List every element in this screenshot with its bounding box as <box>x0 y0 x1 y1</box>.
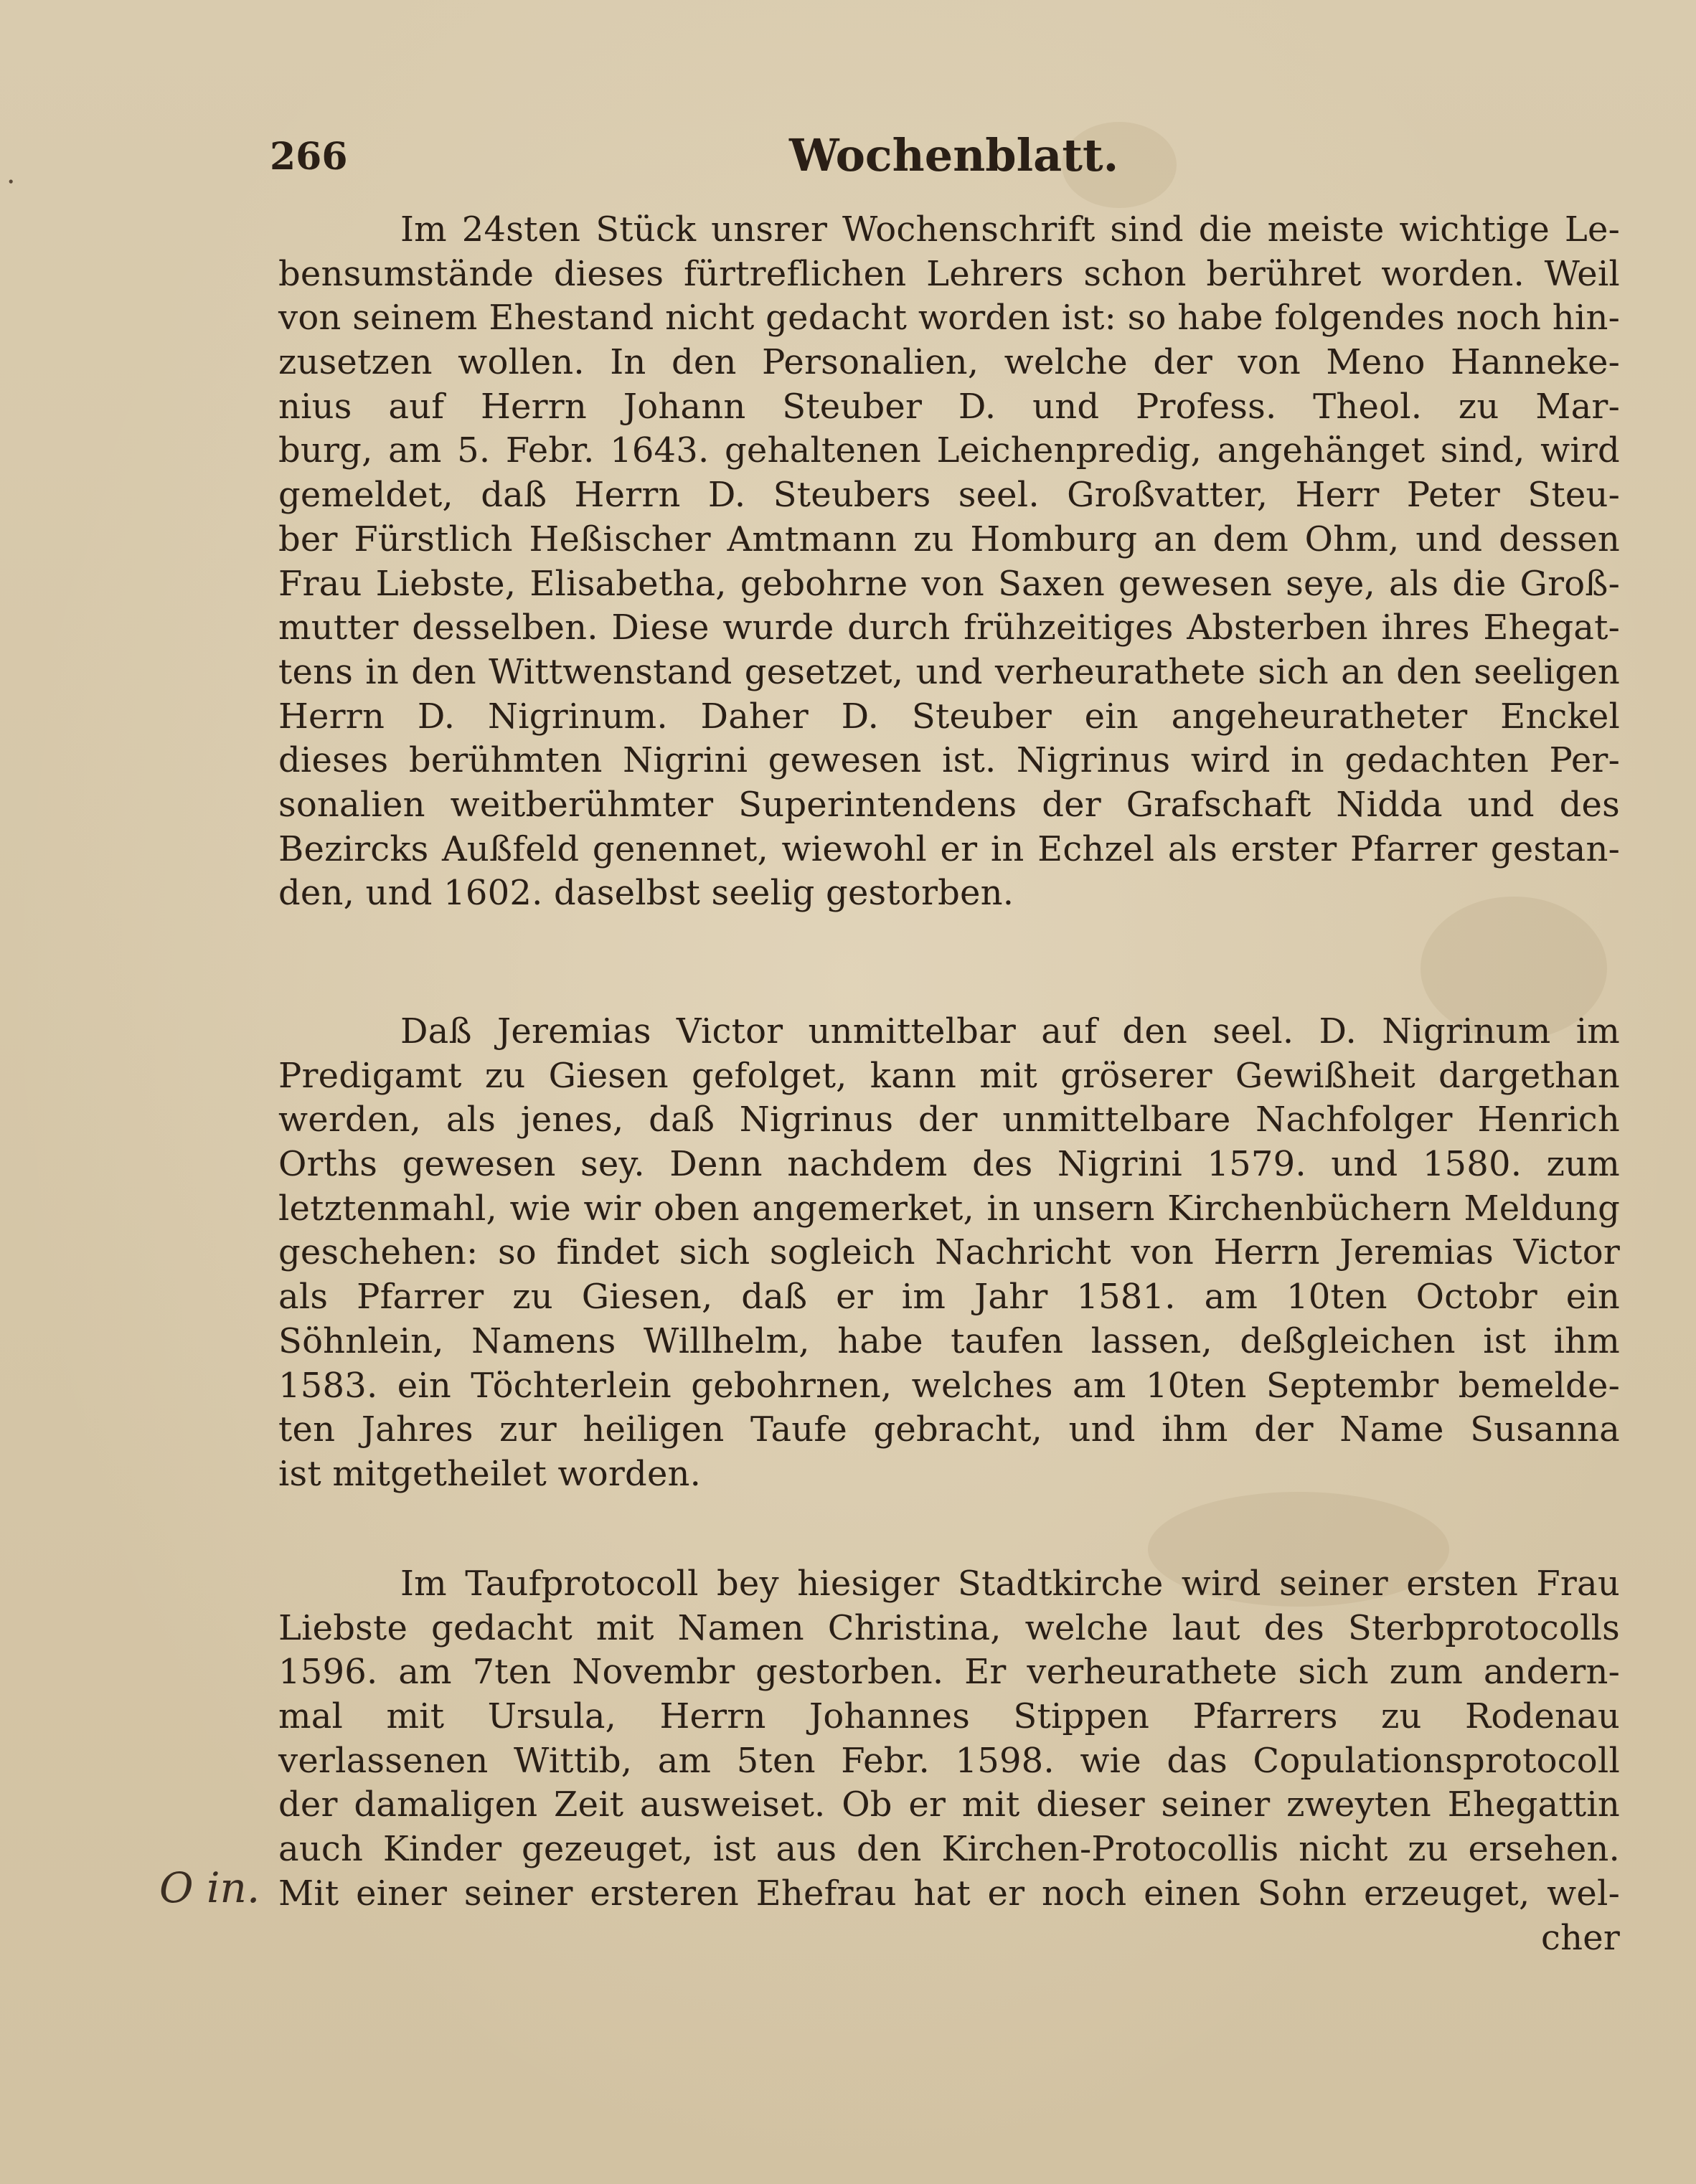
text-line: den, und 1602. daselbst seelig gestorben. <box>278 873 1014 914</box>
text-line: ist mitgetheilet worden. <box>278 1453 702 1494</box>
text-line: Mit einer seiner ersteren Ehefrau hat er noch einen Sohn erzeuget, wel- <box>278 1873 1620 1914</box>
margin-note: O in. <box>159 1863 260 1912</box>
catchword: cher <box>1541 1917 1620 1958</box>
text-line: Im 24sten Stück unsrer Wochenschrift sind die meiste wichtige Le- <box>400 209 1620 250</box>
edge-mark: ॱ <box>6 171 16 208</box>
text-line: Daß Jeremias Victor unmittelbar auf den seel. D. Nigrinum im <box>400 1011 1620 1051</box>
text-line: von seinem Ehestand nicht gedacht worden ist: so habe folgendes noch hin- <box>278 298 1620 339</box>
text-line: zusetzen wollen. In den Personalien, welche der von Meno Hanneke- <box>278 342 1620 383</box>
text-line: mutter desselben. Diese wurde durch frühzeitiges Absterben ihres Ehegat- <box>278 608 1620 648</box>
text-line: Predigamt zu Giesen gefolget, kann mit gröserer Gewißheit dargethan <box>278 1055 1620 1096</box>
text-line: dieses berühmten Nigrini gewesen ist. Nigrinus wird in gedachten Per- <box>278 740 1620 781</box>
text-line: der damaligen Zeit ausweiset. Ob er mit dieser seiner zweyten Ehegattin <box>278 1784 1620 1825</box>
text-line: Herrn D. Nigrinum. Daher D. Steuber ein angeheuratheter Enckel <box>278 696 1620 737</box>
text-line: burg, am 5. Febr. 1643. gehaltenen Leichenpredig, angehänget sind, wird <box>278 430 1620 471</box>
text-line: verlassenen Wittib, am 5ten Febr. 1598. wie das Copulationsprotocoll <box>278 1740 1620 1781</box>
text-line: Bezircks Außfeld genennet, wiewohl er in Echzel als erster Pfarrer gestan- <box>278 828 1620 869</box>
text-line: Söhnlein, Namens Willhelm, habe taufen lassen, deßgleichen ist ihm <box>278 1320 1620 1361</box>
text-line: ber Fürstlich Heßischer Amtmann zu Homburg an dem Ohm, und dessen <box>278 519 1620 559</box>
running-head: Wochenblatt. <box>789 129 1119 181</box>
text-line: letztenmahl, wie wir oben angemerket, in unsern Kirchenbüchern Meldung <box>278 1188 1620 1229</box>
text-line: tens in den Wittwenstand gesetzet, und verheurathete sich an den seeligen <box>278 651 1620 692</box>
text-line: Liebste gedacht mit Namen Christina, welche laut des Sterbprotocolls <box>278 1607 1620 1648</box>
text-line: Im Taufprotocoll bey hiesiger Stadtkirche wird seiner ersten Frau <box>400 1564 1620 1604</box>
text-line: ten Jahres zur heiligen Taufe gebracht, und ihm der Name Susanna <box>278 1409 1620 1450</box>
paragraph-1 <box>278 208 1620 916</box>
page-number: 266 <box>270 135 348 179</box>
text-line: werden, als jenes, daß Nigrinus der unmittelbare Nachfolger Henrich <box>278 1100 1620 1140</box>
text-line: gemeldet, daß Herrn D. Steubers seel. Großvatter, Herr Peter Steu- <box>278 475 1620 516</box>
paragraph-3 <box>278 1562 1620 1960</box>
text-line: mal mit Ursula, Herrn Johannes Stippen Pfarrers zu Rodenau <box>278 1696 1620 1737</box>
text-line: Frau Liebste, Elisabetha, gebohrne von Saxen gewesen seye, als die Groß- <box>278 563 1620 604</box>
text-line: als Pfarrer zu Giesen, daß er im Jahr 1581. am 10ten Octobr ein <box>278 1277 1620 1318</box>
text-line: Orths gewesen sey. Denn nachdem des Nigrini 1579. und 1580. zum <box>278 1144 1620 1185</box>
paragraph-2 <box>278 1010 1620 1497</box>
text-line: bensumstände dieses fürtreflichen Lehrers schon berühret worden. Weil <box>278 253 1620 294</box>
text-line: nius auf Herrn Johann Steuber D. und Profess. Theol. zu Mar- <box>278 386 1620 427</box>
text-line: geschehen: so findet sich sogleich Nachricht von Herrn Jeremias Victor <box>278 1232 1620 1273</box>
text-line: sonalien weitberühmter Superintendens der Grafschaft Nidda und des <box>278 784 1620 825</box>
text-line: 1596. am 7ten Novembr gestorben. Er verheurathete sich zum andern- <box>278 1652 1620 1693</box>
text-line: auch Kinder gezeuget, ist aus den Kirchen-Protocollis nicht zu ersehen. <box>278 1829 1620 1870</box>
text-line: 1583. ein Töchterlein gebohrnen, welches am 10ten Septembr bemelde- <box>278 1365 1620 1406</box>
